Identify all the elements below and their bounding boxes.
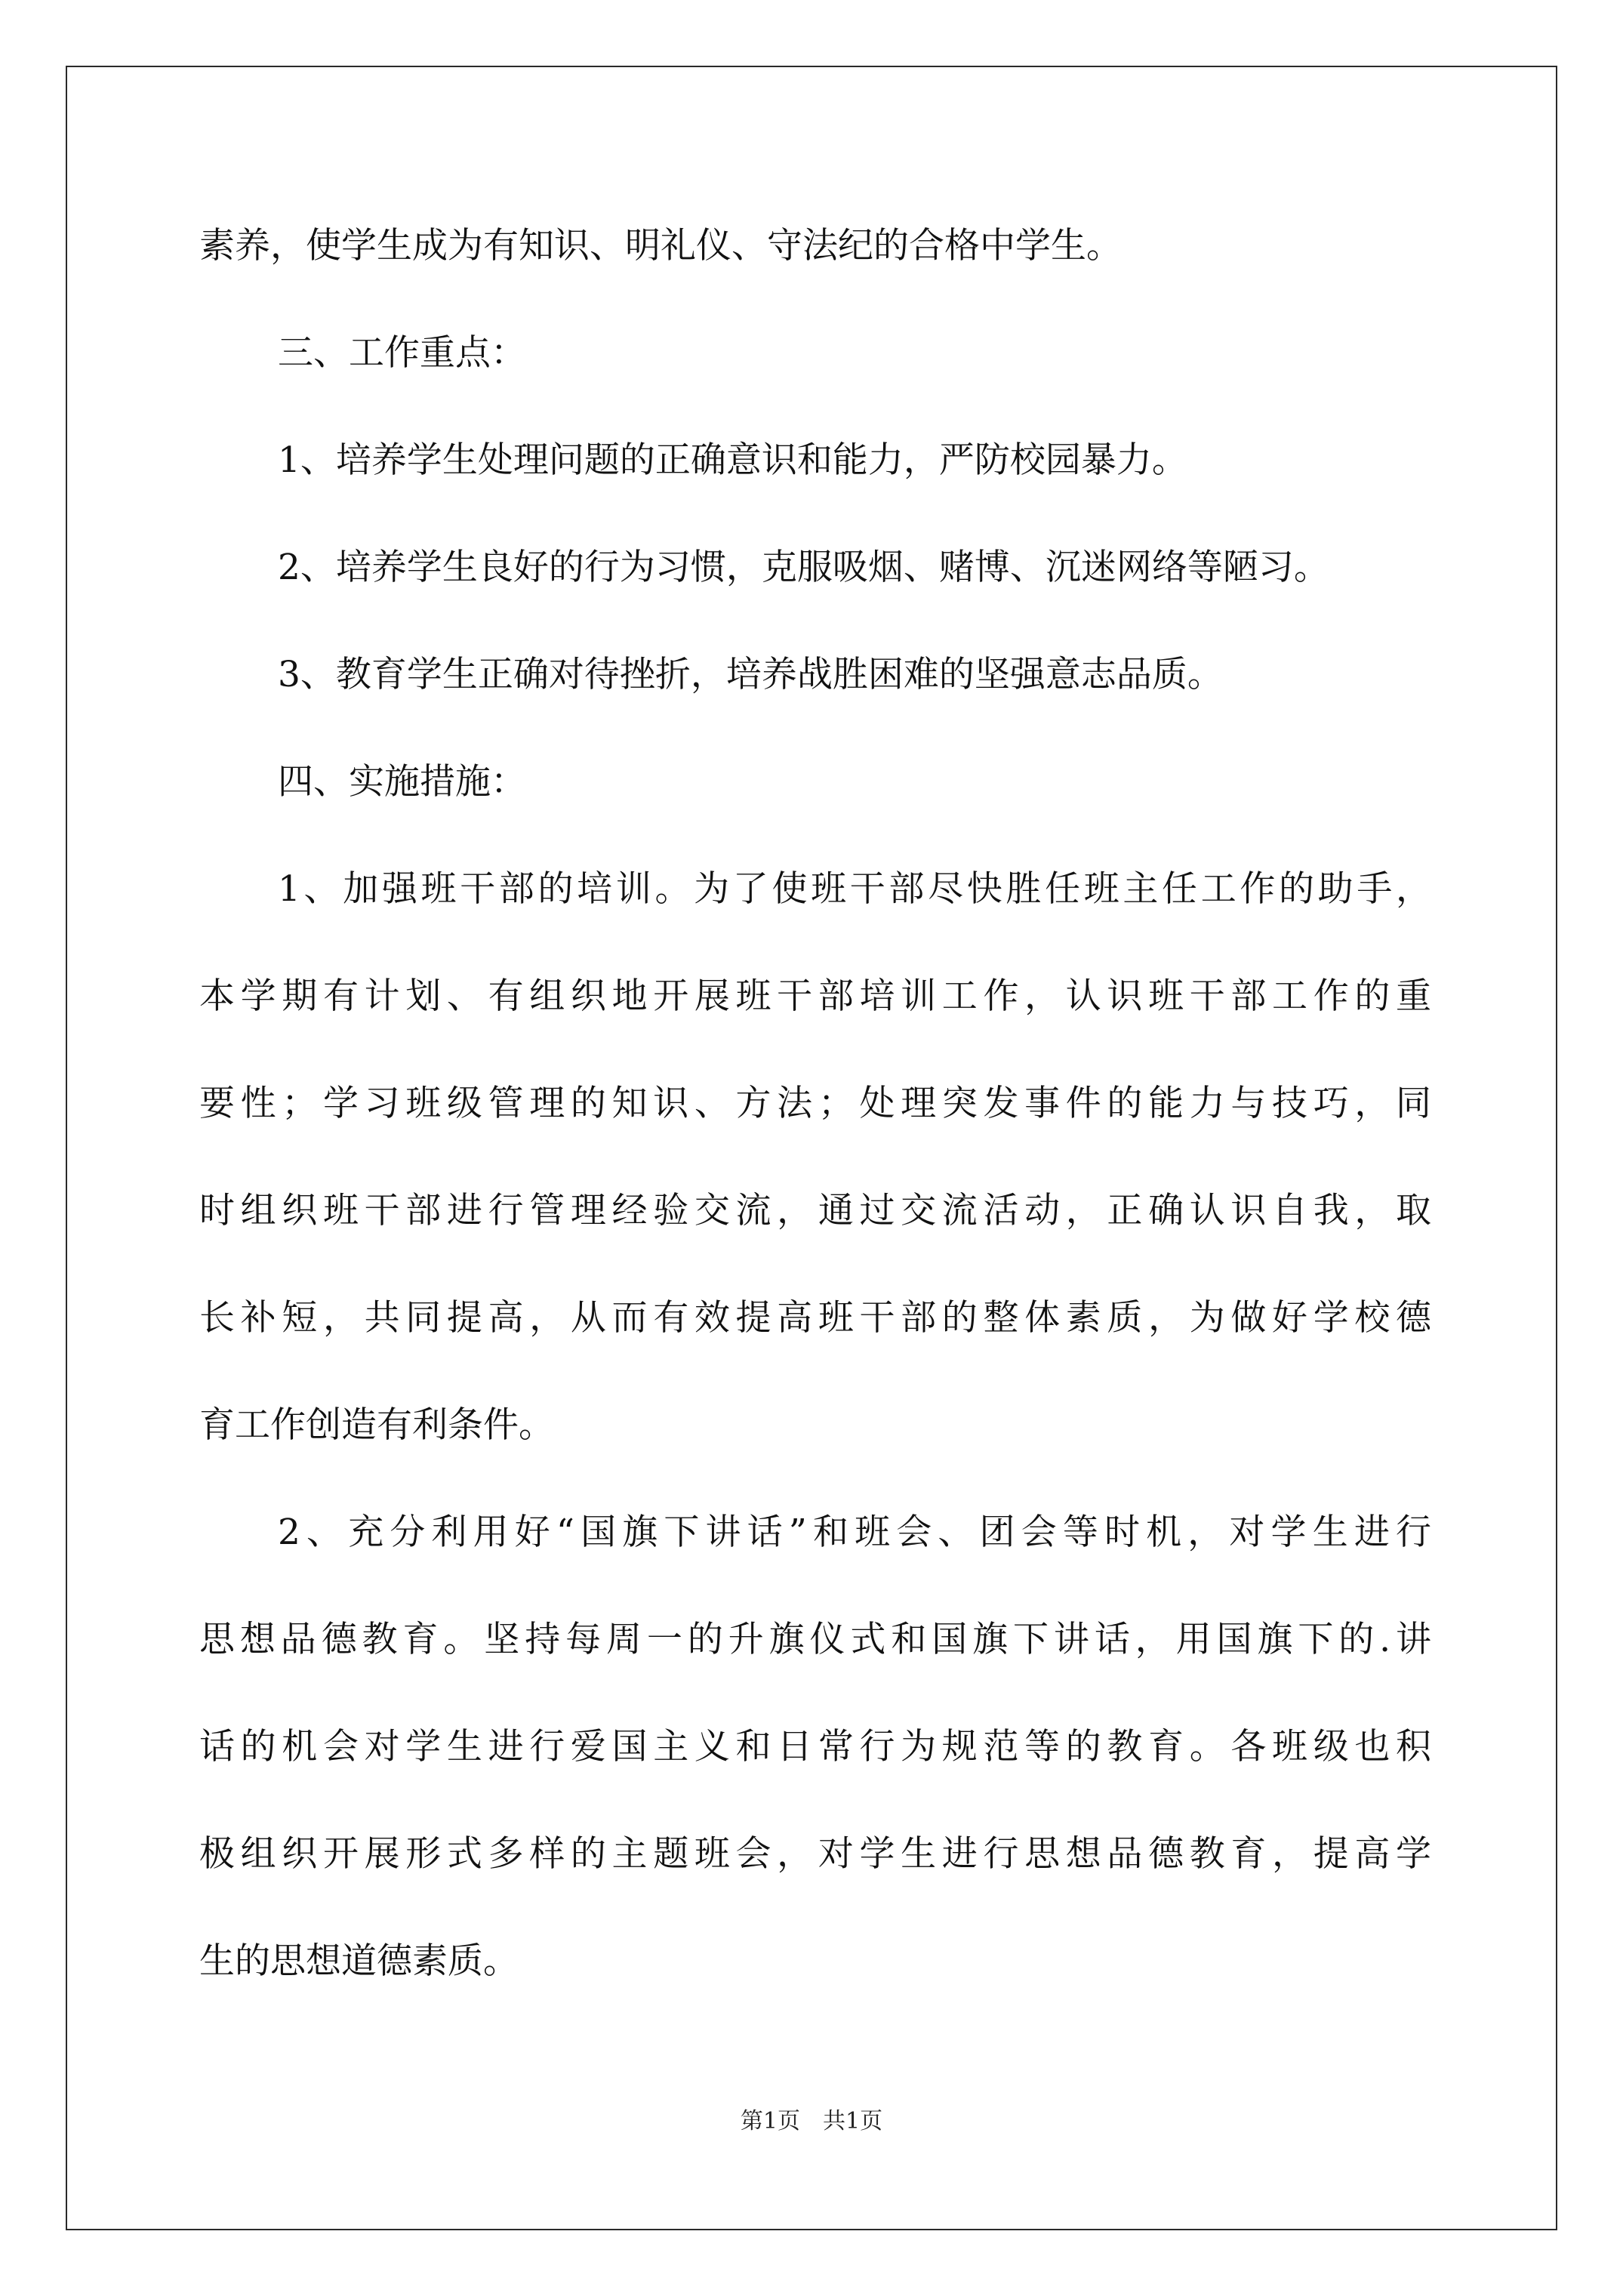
paragraph-line: 极组织开展形式多样的主题班会，对学生进行思想品德教育，提高学 — [199, 1833, 1431, 1875]
paragraph-line: 1、加强班干部的培训。为了使班干部尽快胜任班主任工作的助手， — [278, 868, 1431, 910]
paragraph-line: 要性；学习班级管理的知识、方法；处理突发事件的能力与技巧，同 — [199, 1083, 1431, 1124]
paragraph-line: 时组织班干部进行管理经验交流，通过交流活动，正确认识自我，取 — [199, 1190, 1431, 1231]
paragraph-line: 素养，使学生成为有知识、明礼仪、守法纪的合格中学生。 — [199, 225, 1122, 267]
paragraph-line: 育工作创造有利条件。 — [199, 1404, 554, 1446]
page-border — [66, 66, 1557, 2230]
section-heading: 四、实施措施： — [278, 761, 526, 803]
list-item: 2、培养学生良好的行为习惯，克服吸烟、赌博、沉迷网络等陋习。 — [278, 547, 1329, 588]
page-number-footer: 第1页 共1页 — [740, 2108, 883, 2134]
paragraph-line: 本学期有计划、有组织地开展班干部培训工作，认识班干部工作的重 — [199, 975, 1431, 1017]
paragraph-line: 长补短，共同提高，从而有效提高班干部的整体素质，为做好学校德 — [199, 1297, 1431, 1339]
paragraph-line: 话的机会对学生进行爱国主义和日常行为规范等的教育。各班级也积 — [199, 1726, 1431, 1767]
section-heading: 三、工作重点： — [278, 332, 526, 374]
paragraph-line: 2、充分利用好“国旗下讲话”和班会、团会等时机，对学生进行 — [278, 1512, 1431, 1553]
list-item: 3、教育学生正确对待挫折，培养战胜困难的坚强意志品质。 — [278, 654, 1223, 695]
list-item: 1、培养学生处理问题的正确意识和能力，严防校园暴力。 — [278, 439, 1187, 481]
paragraph-line: 思想品德教育。坚持每周一的升旗仪式和国旗下讲话，用国旗下的.讲 — [199, 1619, 1431, 1660]
paragraph-line: 生的思想道德素质。 — [199, 1940, 519, 1982]
